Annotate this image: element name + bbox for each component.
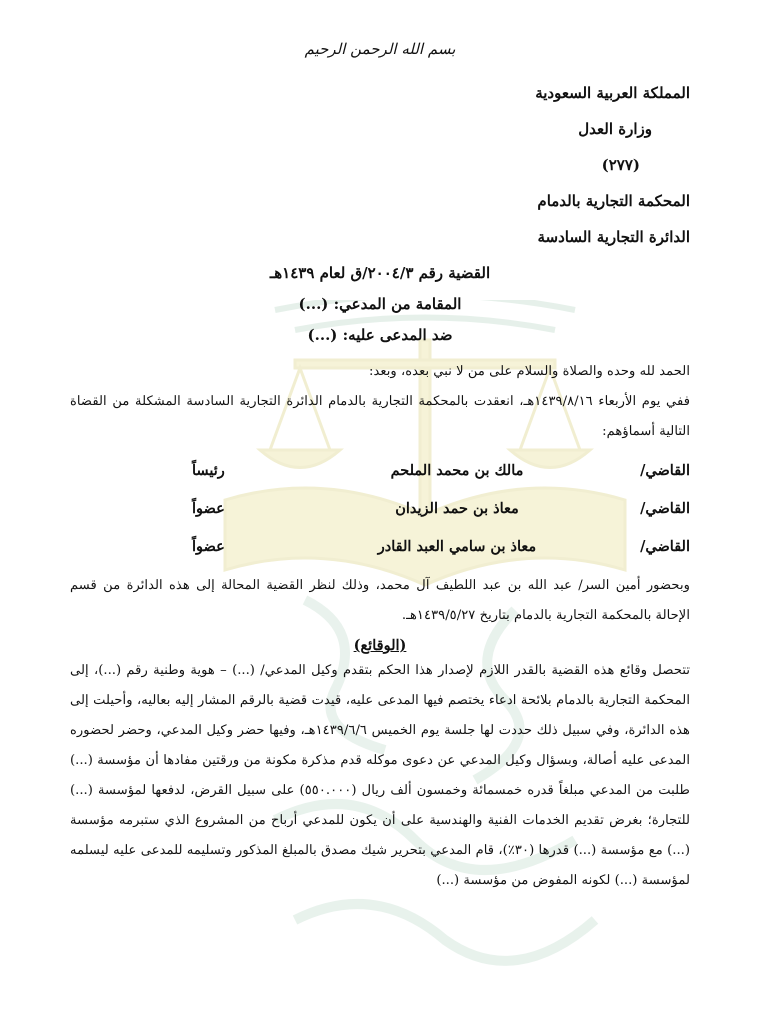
defendant-line: ضد المدعى عليه: (...) bbox=[307, 326, 453, 344]
judge-name: مالك بن محمد الملحم bbox=[390, 461, 524, 479]
case-number: القضية رقم ٢٠٠٤/٣/ق لعام ١٤٣٩هـ bbox=[269, 264, 491, 282]
judge-role: عضواً bbox=[192, 537, 225, 555]
judge-title: القاضي/ bbox=[640, 461, 690, 479]
facts-heading-text: (الوقائع) bbox=[353, 637, 407, 654]
judge-role: عضواً bbox=[192, 499, 225, 517]
judge-title: القاضي/ bbox=[640, 537, 690, 555]
kingdom-name: المملكة العربية السعودية bbox=[535, 84, 690, 102]
document-number: (٢٧٧) bbox=[601, 156, 640, 174]
session-intro: ففي يوم الأربعاء ١٤٣٩/٨/١٦هـ، انعقدت بالمحكمة التجارية بالدمام الدائرة التجارية السادسة المشكلة من القضاة التالية أسماؤهم: bbox=[70, 394, 690, 439]
praise-line: الحمد لله وحده والصلاة والسلام على من لا نبي بعده، وبعد: bbox=[369, 364, 690, 379]
court-name: المحكمة التجارية بالدمام bbox=[537, 192, 690, 210]
facts-paragraph: تتحصل وقائع هذه القضية بالقدر اللازم لإصدار هذا الحكم بتقدم وكيل المدعي/ (...) – هوية وطنية رقم (...)، إلى المحكمة التجارية بالدمام بلائحة ادعاء يختصم فيها المدعى عليه، قيدت قضية بالرقم المشار إليه بعاليه، وأحيلت إلى هذه الدائرة، وفي سبيل ذلك حددت لها جلسة يوم الخميس ١٤٣٩/٦/٦هـ، وفيها حضر وكيل المدعي، وحضر لحضوره المدعى عليه أصالة، وبسؤال وكيل المدعي عن دعوى موكله قدم مذكرة مكونة من ورقتين مفادها أن مؤسسة (...) طلبت من المدعي مبلغاً قدره خمسمائة وخمسون ألف ريال (٥٥٠.٠٠٠) على سبيل القرض، لدفعها لمؤسسة (...) للتجارة؛ بغرض تقديم الخدمات الفنية والهندسية على أن يكون للمدعي أرباح من المشروع الذي ستبرمه مؤسسة (...) مع مؤسسة (...) قدرها (٣٠٪)، قام المدعي بتحرير شيك مصدق بالمبلغ المذكور وتسليمه للمدعى عليه ليسلمه لمؤسسة (...) لكونه المفوض من مؤسسة (...) bbox=[70, 663, 690, 888]
judgment-document bbox=[70, 30, 690, 896]
judge-name: معاذ بن سامي العبد القادر bbox=[377, 537, 537, 555]
facts-heading bbox=[70, 637, 690, 654]
judges-list bbox=[70, 451, 690, 565]
judge-row bbox=[70, 527, 690, 565]
ministry-name: وزارة العدل bbox=[578, 120, 652, 138]
basmala: بسم الله الرحمن الرحيم bbox=[304, 40, 456, 58]
plaintiff-line: المقامة من المدعي: (...) bbox=[298, 295, 462, 313]
judge-name: معاذ بن حمد الزيدان bbox=[395, 499, 519, 517]
judge-row bbox=[70, 489, 690, 527]
judge-role: رئيساً bbox=[192, 461, 225, 479]
judge-row bbox=[70, 451, 690, 489]
judge-title: القاضي/ bbox=[640, 499, 690, 517]
secretary-paragraph: وبحضور أمين السر/ عبد الله بن عبد اللطيف آل محمد، وذلك لنظر القضية المحالة إلى هذه الدائرة من قسم الإحالة بالمحكمة التجارية بالدمام بتاريخ ١٤٣٩/٥/٢٧هـ. bbox=[70, 578, 690, 623]
circuit-name: الدائرة التجارية السادسة bbox=[537, 228, 690, 246]
